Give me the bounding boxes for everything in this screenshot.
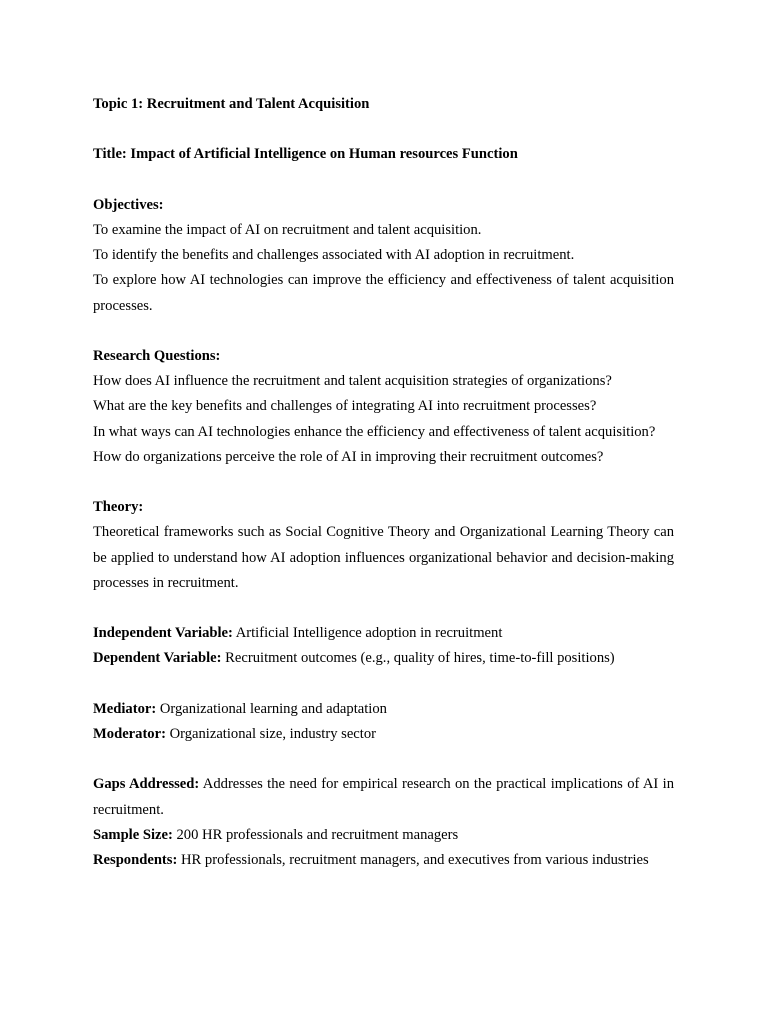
independent-variable-label: Independent Variable: <box>93 625 233 642</box>
dependent-variable-label: Dependent Variable: <box>93 650 222 667</box>
theory-text: Theoretical frameworks such as Social Cognitive Theory and Organizational Learning Theory can be applied to understand how AI adoption influences organizational behavior and decision-making processes in recruitment. <box>93 524 674 591</box>
research-questions-heading: Research Questions: <box>93 347 221 364</box>
sample-size-value: 200 HR professionals and recruitment managers <box>172 826 459 843</box>
independent-variable-value: Artificial Intelligence adoption in recruitment <box>232 625 503 642</box>
theory-section <box>93 495 674 596</box>
research-question-item: How does AI influence the recruitment and talent acquisition strategies of organizations? <box>93 373 612 390</box>
mediator-line <box>93 697 674 722</box>
respondents-value: HR professionals, recruitment managers, and executives from various industries <box>177 851 649 868</box>
respondents-label: Respondents: <box>93 851 178 868</box>
moderator-label: Moderator: <box>93 725 166 742</box>
spacer <box>93 672 674 697</box>
sample-size-line <box>93 823 674 848</box>
objectives-section <box>93 193 674 319</box>
moderator-line <box>93 722 674 747</box>
respondents-line <box>93 848 674 873</box>
independent-variable-line <box>93 621 674 646</box>
topic-heading: Topic 1: Recruitment and Talent Acquisition <box>93 96 370 112</box>
research-questions-section <box>93 344 674 470</box>
spacer <box>93 168 674 193</box>
moderator-value: Organizational size, industry sector <box>165 725 377 742</box>
objective-item: To explore how AI technologies can improve the efficiency and effectiveness of talent acquisition processes. <box>93 272 674 314</box>
mediator-value: Organizational learning and adaptation <box>156 700 387 717</box>
mediation-section <box>93 697 674 747</box>
research-question-item: What are the key benefits and challenges of integrating AI into recruitment processes? <box>93 398 597 415</box>
gaps-value: Addresses the need for empirical research on the practical implications of AI in recruitment. <box>93 776 674 818</box>
spacer <box>93 117 674 142</box>
spacer <box>93 470 674 495</box>
research-question-item: How do organizations perceive the role of AI in improving their recruitment outcomes? <box>93 448 604 465</box>
objective-item: To examine the impact of AI on recruitment and talent acquisition. <box>93 221 482 238</box>
dependent-variable-line <box>93 646 674 671</box>
study-section <box>93 772 674 873</box>
spacer <box>93 747 674 772</box>
gaps-line <box>93 772 674 822</box>
variables-section <box>93 621 674 671</box>
mediator-label: Mediator: <box>93 700 157 717</box>
spacer <box>93 319 674 344</box>
spacer <box>93 596 674 621</box>
objective-item: To identify the benefits and challenges associated with AI adoption in recruitment. <box>93 247 575 264</box>
theory-heading: Theory: <box>93 499 144 516</box>
document-title: Title: Impact of Artificial Intelligence on Human resources Function <box>93 146 518 163</box>
research-question-item: In what ways can AI technologies enhance the efficiency and effectiveness of talent acquisition? <box>93 423 656 440</box>
dependent-variable-value: Recruitment outcomes (e.g., quality of hires, time-to-fill positions) <box>221 650 615 667</box>
document-page <box>93 92 674 873</box>
objectives-heading: Objectives: <box>93 196 164 213</box>
sample-size-label: Sample Size: <box>93 826 173 843</box>
gaps-label: Gaps Addressed: <box>93 776 200 793</box>
